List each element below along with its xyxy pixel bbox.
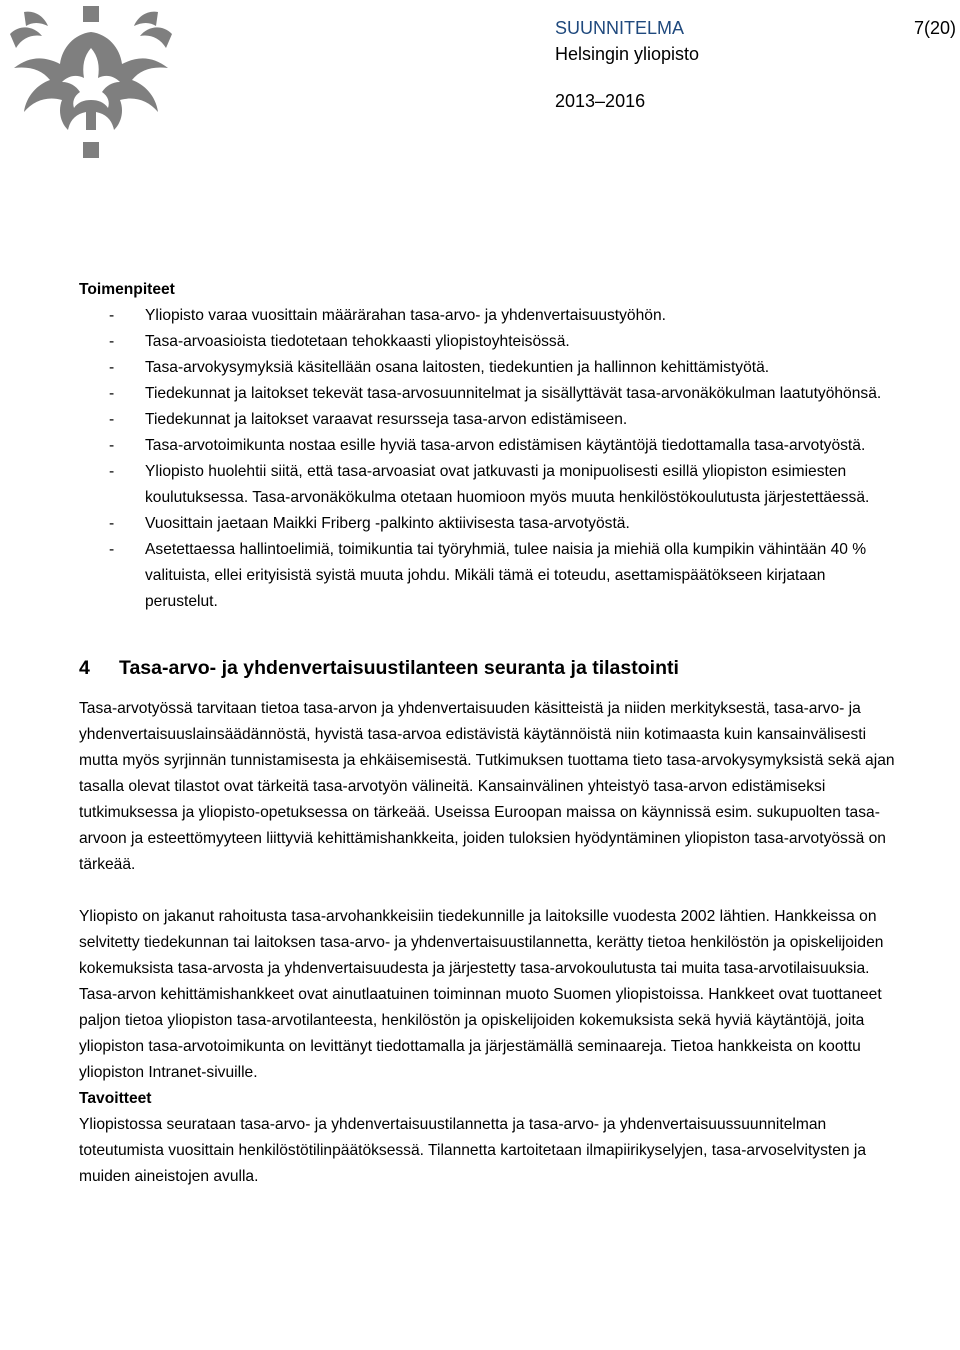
list-item: - Tasa-arvotoimikunta nostaa esille hyviä tasa-arvon edistämisen käytäntöjä tiedottamalla tasa-arvotyöstä. (109, 437, 866, 454)
flame-logo-icon (4, 4, 174, 166)
list-item: - Tiedekunnat ja laitokset varaavat resursseja tasa-arvon edistämiseen. (109, 411, 628, 428)
tavoitteet-heading: Tavoitteet (79, 1090, 152, 1107)
section-number: 4 (79, 657, 90, 679)
section-heading (79, 654, 901, 682)
organization-name: Helsingin yliopisto (555, 44, 700, 64)
list-item: - Tiedekunnat ja laitokset tekevät tasa-arvosuunnitelmat ja sisällyttävät tasa-arvonäkökulman laatutyöhönsä. (109, 385, 882, 402)
university-logo (4, 4, 174, 166)
toimenpiteet-heading: Toimenpiteet (79, 281, 175, 298)
document-type-title: SUUNNITELMA (555, 18, 685, 38)
toimenpiteet-list (79, 303, 901, 615)
section-title: Tasa-arvo- ja yhdenvertaisuustilanteen seuranta ja tilastointi (119, 657, 679, 679)
list-item: - Tasa-arvoasioista tiedotetaan tehokkaasti yliopistoyhteisössä. (109, 333, 570, 350)
paragraph: Tasa-arvotyössä tarvitaan tietoa tasa-arvon ja yhdenvertaisuuden käsitteistä ja niiden merkityksestä, tasa-arvo- ja yhdenvertaisuuslainsäädännöstä, hyvistä tasa-arvoa edistävistä käytännöistä niin kotimaasta kuin kansainvälisesti mutta myös syrjinnän tunnistamisesta ja ehkäisemisestä. Tutkimuksen tuottama tieto tasa-arvokysymyksistä sekä ajan tasalla olevat tilastot ovat tärkeitä tasa-arvotyön välineitä. Kansainvälinen yhteistyö tasa-arvon edistämiseksi tutkimuksessa ja yliopisto-opetuksessa on tärkeää. Useissa Euroopan maissa on käynnissä esim. sukupuolten tasa-arvoon ja esteettömyyteen liittyviä kehittämishankkeita, joiden tuloksien hyödyntäminen yliopiston tasa-arvotyössä on tärkeää. (79, 700, 895, 873)
paragraph: Yliopisto on jakanut rahoitusta tasa-arvohankkeisiin tiedekunnille ja laitoksille vuodesta 2002 lähtien. Hankkeissa on selvitetty tiedekunnan tai laitoksen tasa-arvo- ja yhdenvertaisuustilannetta, kerätty tietoa henkilöstön ja opiskelijoiden kokemuksista tasa-arvosta ja yhdenvertaisuudesta ja järjestetty tasa-arvokoulutusta tai muita tasa-arvotilaisuuksia. Tasa-arvon kehittämishankkeet ovat ainutlaatuinen toiminnan muoto Suomen yliopistoissa. Hankkeet ovat tuottaneet paljon tietoa yliopiston tasa-arvotilanteesta, henkilöstön ja opiskelijoiden kokemuksista sekä hyviä käytäntöjä, joita yliopiston tasa-arvotoimikunta on levittänyt tiedottamalla ja järjestämällä seminaareja. Tietoa hankkeista on koottu yliopiston Intranet-sivuille. (79, 908, 884, 1081)
list-item: - Tasa-arvokysymyksiä käsitellään osana laitosten, tiedekuntien ja hallinnon kehittämistyötä. (109, 359, 770, 376)
page-number: 7(20) (913, 18, 956, 38)
tavoitteet-paragraph: Yliopistossa seurataan tasa-arvo- ja yhdenvertaisuustilannetta ja tasa-arvo- ja yhdenvertaisuussuunnitelman toteutumista vuosittain henkilöstötilinpäätöksessä. Tilannetta kartoitetaan ilmapiirikyselyjen, tasa-arvoselvitysten ja muiden aineistojen avulla. (79, 1116, 867, 1185)
document-body (79, 277, 901, 1190)
plan-period: 2013–2016 (555, 91, 646, 111)
list-item: - Yliopisto huolehtii siitä, että tasa-arvoasiat ovat jatkuvasti ja monipuolisesti esillä yliopiston esimiesten koulutuksessa. Tasa-arvonäkökulma otetaan huomioon myös muuta henkilöstökoulutusta järjestettäessä. (109, 463, 870, 506)
list-item: - Asetettaessa hallintoelimiä, toimikuntia tai työryhmiä, tulee naisia ja miehiä olla kumpikin vähintään 40 % valituista, ellei erityisistä syistä muuta johdu. Mikäli tämä ei toteudu, asettamispäätökseen kirjataan perustelut. (109, 541, 867, 610)
list-item: - Vuosittain jaetaan Maikki Friberg -palkinto aktiivisesta tasa-arvotyöstä. (109, 515, 630, 532)
list-item: - Yliopisto varaa vuosittain määrärahan tasa-arvo- ja yhdenvertaisuustyöhön. (109, 307, 666, 324)
